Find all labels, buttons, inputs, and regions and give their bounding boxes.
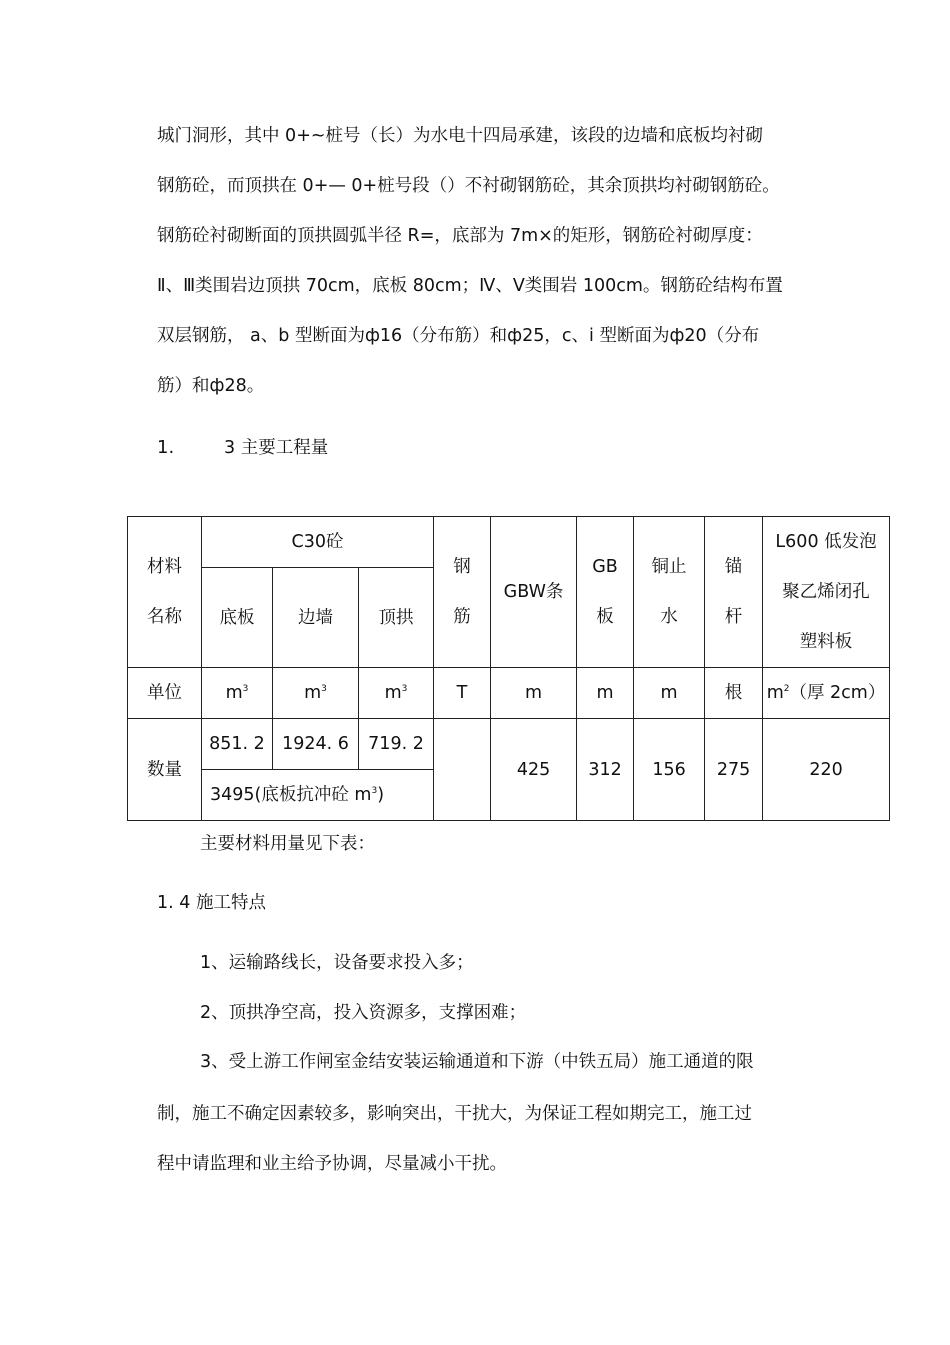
header-gb: GB 板 xyxy=(577,517,634,668)
unit-gbw: m xyxy=(491,668,577,719)
quantity-table xyxy=(127,516,890,821)
intro-line-2: 钢筋砼，而顶拱在 0+— 0+桩号段（）不衬砌钢筋砼，其余顶拱均衬砌钢筋砼。 xyxy=(157,176,780,196)
qty-rebar xyxy=(434,719,491,821)
intro-line-1: 城门洞形，其中 0+~桩号（长）为水电十四局承建，该段的边墙和底板均衬砌 xyxy=(157,126,764,146)
unit-anchor: 根 xyxy=(705,668,763,719)
after-table-note: 主要材料用量见下表： xyxy=(200,834,375,854)
header-copper: 铜止 水 xyxy=(634,517,705,668)
qty-copper: 156 xyxy=(634,719,705,821)
qty-gb: 312 xyxy=(577,719,634,821)
header-l600: L600 低发泡 聚乙烯闭孔 塑料板 xyxy=(763,517,890,668)
qty-label: 数量 xyxy=(128,719,202,821)
header-anchor: 锚 杆 xyxy=(705,517,763,668)
feature-3-cont-2: 程中请监理和业主给予协调，尽量减小干扰。 xyxy=(157,1154,507,1174)
section-1-4-title: 1. 4 施工特点 xyxy=(157,893,266,913)
section-1-3-title: 3 主要工程量 xyxy=(224,438,329,458)
header-rebar: 钢 筋 xyxy=(434,517,491,668)
unit-gb: m xyxy=(577,668,634,719)
unit-copper: m xyxy=(634,668,705,719)
header-arch: 顶拱 xyxy=(359,568,434,668)
qty-gbw: 425 xyxy=(491,719,577,821)
feature-3: 3、受上游工作闸室金结安装运输通道和下游（中铁五局）施工通道的限 xyxy=(200,1052,754,1072)
intro-line-5: 双层钢筋， a、b 型断面为ф16（分布筋）和ф25，c、i 型断面为ф20（分布 xyxy=(157,326,760,346)
qty-l600: 220 xyxy=(763,719,890,821)
qty-extra: 3495(底板抗冲砼 $m^3$) xyxy=(202,770,434,821)
header-floor: 底板 xyxy=(202,568,273,668)
header-gbw: GBW条 xyxy=(491,517,577,668)
unit-floor: $m^3$ xyxy=(202,668,273,719)
feature-2: 2、顶拱净空高，投入资源多，支撑困难； xyxy=(200,1003,527,1023)
qty-anchor: 275 xyxy=(705,719,763,821)
intro-line-3: 钢筋砼衬砌断面的顶拱圆弧半径 R=，底部为 7m×的矩形，钢筋砼衬砌厚度： xyxy=(157,226,763,246)
header-c30: C30砼 xyxy=(202,517,434,568)
unit-l600: $m^2$（厚 2cm） xyxy=(763,668,890,719)
unit-rebar: T xyxy=(434,668,491,719)
unit-arch: $m^3$ xyxy=(359,668,434,719)
intro-line-4: Ⅱ、Ⅲ类围岩边顶拱 70cm，底板 80cm；Ⅳ、Ⅴ类围岩 100cm。钢筋砼结构布置 xyxy=(157,276,783,296)
intro-line-6: 筋）和ф28。 xyxy=(157,376,265,396)
unit-label: 单位 xyxy=(128,668,202,719)
feature-3-cont-1: 制，施工不确定因素较多，影响突出，干扰大，为保证工程如期完工，施工过 xyxy=(157,1104,752,1124)
qty-wall: 1924. 6 xyxy=(273,719,359,770)
header-wall: 边墙 xyxy=(273,568,359,668)
header-material: 材料 名称 xyxy=(128,517,202,668)
feature-1: 1、运输路线长，设备要求投入多； xyxy=(200,953,474,973)
unit-wall: $m^3$ xyxy=(273,668,359,719)
qty-floor: 851. 2 xyxy=(202,719,273,770)
qty-arch: 719. 2 xyxy=(359,719,434,770)
section-1-3-number: 1. xyxy=(157,437,175,458)
